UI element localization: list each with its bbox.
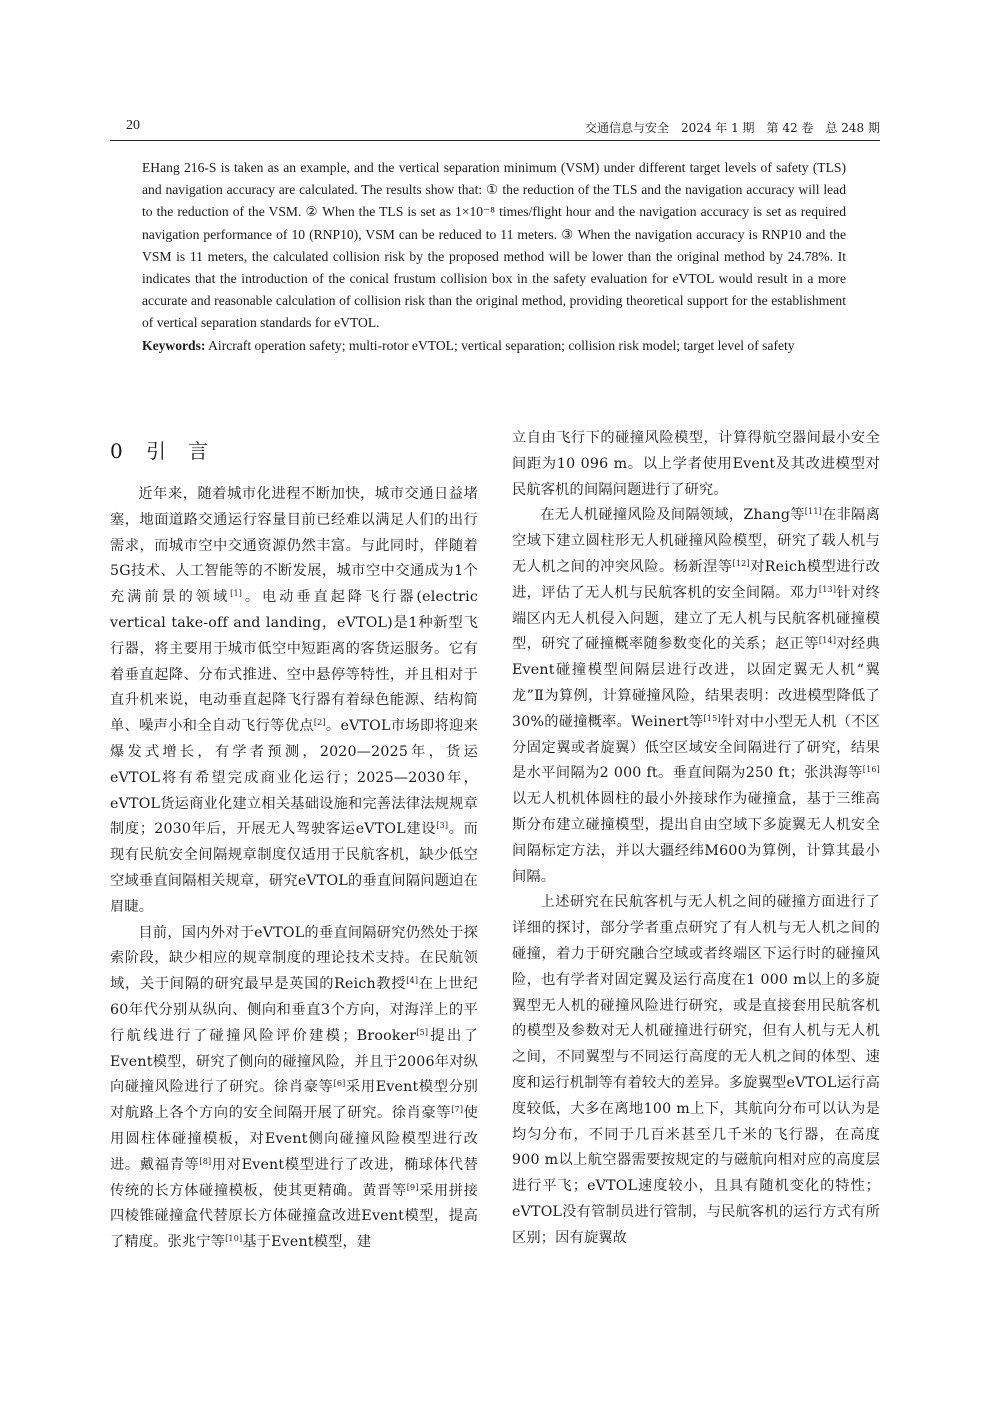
page-header <box>110 116 880 141</box>
paragraph <box>512 426 880 503</box>
paragraph <box>110 921 478 1256</box>
citation-ref: [13] <box>818 584 837 594</box>
citation-ref: [16] <box>862 765 880 775</box>
citation-ref: [4] <box>406 976 419 986</box>
section-title: 引言 <box>146 439 230 463</box>
abstract-text: EHang 216-S is taken as an example, and the vertical separation minimum (VSM) under different target levels of safety (TLS) and navigation accuracy are calculated. The results show that: ① the reduction of the TLS and the navigation accuracy will lead to the reduction of the VSM. ② When the TLS is set as 1×10⁻⁸ times/flight hour and the navigation accuracy is set as required navigation performance of 10 (RNP10), VSM can be reduced to 11 meters. ③ When the navigation accuracy is RNP10 and the VSM is 11 meters, the calculated collision risk by the proposed method will be lower than the original method by 24.78%. It indicates that the introduction of the conical frustum collision box in the safety evaluation for eVTOL would result in a more accurate and reasonable calculation of collision risk than the original method, providing theoretical support for the establishment of vertical separation standards for eVTOL. <box>142 160 847 331</box>
page-number: 20 <box>126 118 140 133</box>
text-run: 。eVTOL市场即将迎来爆发式增长，有学者预测，2020—2025年，货运eVTOL将有希望完成商业化运行；2025—2030年，eVTOL货运商业化建立相关基础设施和完善法律法规规章制度；2030年后，开展无人驾驶客运eVTOL建设 <box>110 718 478 838</box>
text-run: 近年来，随着城市化进程不断加快，城市交通日益堵塞，地面道路交通运行容量目前已经难以满足人们的出行需求，而城市空中交通资源仍然丰富。与此同时，伴随着5G技术、人工智能等的不断发展，城市空中交通成为1个充满前景的领域 <box>110 486 478 606</box>
abstract-block <box>142 157 846 357</box>
text-run: 基于Event模型，建 <box>242 1234 372 1251</box>
text-run: 对经典Event碰撞模型间隔层进行改进，以固定翼无人机“翼龙”Ⅱ为算例，计算碰撞风险，结果表明：改进模型降低了30%的碰撞概率。Weinert等 <box>512 636 881 730</box>
citation-ref: [7] <box>451 1105 464 1115</box>
citation-ref: [2] <box>313 718 326 728</box>
text-run: 采用Event模型分别对航路上各个方向的安全间隔开展了研究。徐肖豪等 <box>110 1079 478 1122</box>
keywords-label: Keywords: <box>142 337 206 353</box>
citation-ref: [15] <box>703 713 721 723</box>
citation-ref: [5] <box>416 1027 429 1037</box>
keywords-line <box>142 335 846 357</box>
section-heading <box>110 426 478 476</box>
text-run: 在非隔离空域下建立圆柱形无人机碰撞风险模型，研究了载人机与无人机之间的冲突风险。杨新涅等 <box>512 507 880 575</box>
right-column <box>512 426 880 1252</box>
citation-ref: [3] <box>436 821 449 831</box>
text-run: 在上世纪60年代分别从纵向、侧向和垂直3个方向，对海洋上的平行航线进行了碰撞风险评价建模；Brooker <box>110 976 478 1044</box>
citation-ref: [9] <box>406 1182 419 1192</box>
citation-ref: [10] <box>225 1234 243 1244</box>
citation-ref: [8] <box>199 1156 212 1166</box>
paragraph <box>512 503 880 890</box>
citation-ref: [12] <box>732 558 750 568</box>
text-run: 上述研究在民航客机与无人机之间的碰撞方面进行了详细的探讨，部分学者重点研究了有人机与无人机之间的碰撞，着力于研究融合空域或者终端区下运行时的碰撞风险，也有学者对固定翼及运行高度在1 000 m以上的多旋翼型无人机的碰撞风险进行研究，或是直接套用民航客机的模型及参数对无人机碰撞进行研究，但有人机与无人机之间，不同翼型与不同运行高度的无人机之间的体型、速度和运行机制等有着较大的差异。多旋翼型eVTOL运行高度较低，大多在离地100 m上下，其航向分布可以认为是均匀分布，不同于几百米甚至几千米的飞行器，在高度900 m以上航空器需要按规定的与磁航向相对应的高度层进行平飞；eVTOL速度较小，且具有随机变化的特性；eVTOL没有管制员进行管制，与民航客机的运行方式有所区别；因有旋翼故 <box>512 894 880 1246</box>
paragraph <box>512 890 880 1251</box>
text-run: 对Reich模型进行改进，评估了无人机与民航客机的安全间隔。邓力 <box>512 558 880 601</box>
citation-ref: [6] <box>333 1079 346 1089</box>
text-run: 针对中小型无人机（不区分固定翼或者旋翼）低空区域安全间隔进行了研究，结果是水平间隔为2 000 ft。垂直间隔为250 ft；张洪海等 <box>512 713 880 782</box>
text-run: 针对终端区内无人机侵入问题，建立了无人机与民航客机碰撞模型，研究了碰撞概率随参数变化的关系；赵正等 <box>512 584 881 653</box>
text-run: 目前，国内外对于eVTOL的垂直间隔研究仍然处于探索阶段，缺少相应的规章制度的理论技术支持。在民航领域，关于间隔的研究最早是英国的Reich教授 <box>110 924 478 993</box>
citation-ref: [1] <box>230 589 243 599</box>
keywords-text: Aircraft operation safety; multi-rotor eVTOL; vertical separation; collision risk model; target level of safety <box>208 337 795 353</box>
text-run: 在无人机碰撞风险及间隔领域，Zhang等 <box>540 507 805 524</box>
journal-info: 交通信息与安全 2024 年 1 期 第 42 卷 总 248 期 <box>584 121 880 135</box>
text-run: 。电动垂直起降飞行器(electric vertical take-off and landing，eVTOL)是1种新型飞行器，将主要用于城市低空中短距离的客货运服务。它有着垂直起降、分布式推进、空中悬停等特性，并且相对于直升机来说，电动垂直起降飞行器有着绿色能源、结构简单、噪声小和全自动飞行等优点 <box>110 589 479 735</box>
paragraph <box>110 482 478 921</box>
left-column <box>110 426 478 1256</box>
text-run: 立自由飞行下的碰撞风险模型，计算得航空器间最小安全间距为10 096 m。以上学者使用Event及其改进模型对民航客机的间隔问题进行了研究。 <box>512 430 880 498</box>
text-run: 。而现有民航安全间隔规章制度仅适用于民航客机，缺少低空空域垂直间隔相关规章，研究eVTOL的垂直间隔问题迫在眉睫。 <box>110 821 479 915</box>
text-run: 提出了Event模型，研究了侧向的碰撞风险，并且于2006年对纵向碰撞风险进行了研究。徐肖豪等 <box>110 1027 479 1096</box>
section-number: 0 <box>110 439 123 463</box>
text-run: 采用拼接四棱锥碰撞盒代替原长方体碰撞盒改进Event模型，提高了精度。张兆宁等 <box>110 1182 478 1251</box>
citation-ref: [14] <box>818 636 837 646</box>
text-run: 用对Event模型进行了改进，椭球体代替传统的长方体碰撞模板，使其更精确。黄晋等 <box>110 1156 479 1199</box>
text-run: 以无人机机体圆柱的最小外接球作为碰撞盒，基于三维高斯分布建立碰撞模型，提出自由空域下多旋翼无人机安全间隔标定方法，并以大疆经纬M600为算例，计算其最小间隔。 <box>512 791 880 885</box>
text-run: 使用圆柱体碰撞模板，对Event侧向碰撞风险模型进行改进。戴福青等 <box>110 1105 478 1173</box>
citation-ref: [11] <box>804 507 822 517</box>
